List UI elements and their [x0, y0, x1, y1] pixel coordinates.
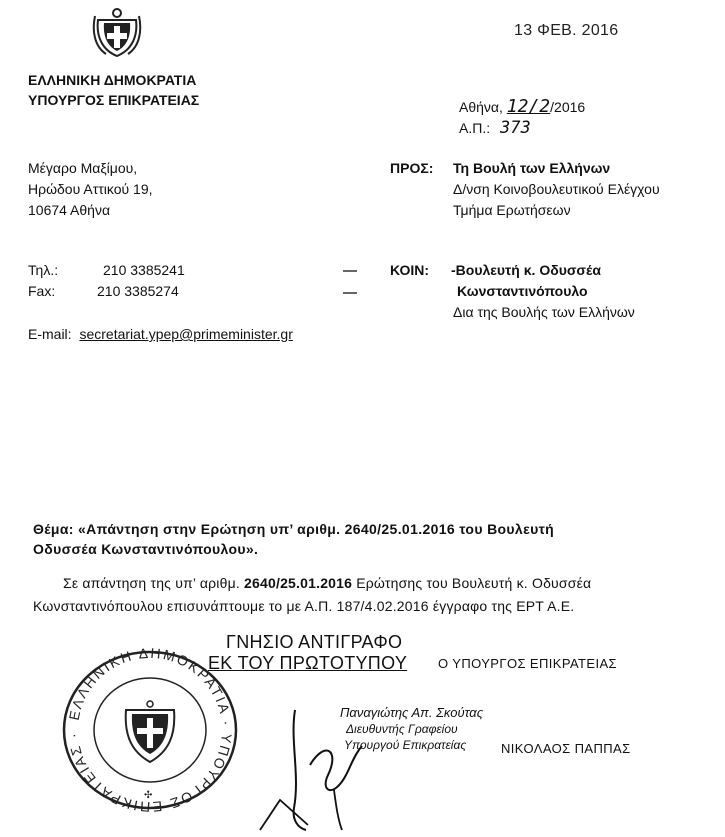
received-date-stamp: 13 ΦΕΒ. 2016 [514, 22, 619, 39]
tel-label: Τηλ.: [28, 262, 59, 278]
certifier-title-2: Υπουργού Επικρατείας [344, 738, 467, 752]
header-ministry: ΥΠΟΥΡΓΟΣ ΕΠΙΚΡΑΤΕΙΑΣ [28, 92, 200, 108]
subject-line-2: Οδυσσέα Κωνσταντινόπουλου». [33, 541, 259, 557]
email-line [28, 326, 293, 342]
seal-text: ΕΛΛΗΝΙΚΗ ΔΗΜΟΚΡΑΤΙΑ · ΥΠΟΥΡΓΟΣ ΕΠΙΚΡΑΤΕΙΑΣ · [64, 648, 236, 812]
header-country: ΕΛΛΗΝΙΚΗ ΔΗΜΟΚΡΑΤΙΑ [28, 72, 197, 88]
subject-line-1 [33, 521, 554, 537]
address-line-3: 10674 Αθήνα [28, 202, 111, 218]
coat-of-arms-icon [92, 6, 142, 58]
body-question-number: 2640/25.01.2016 [244, 575, 353, 591]
certifier-name: Παναγιώτης Απ. Σκούτας [340, 705, 484, 720]
fax-label: Fax: [28, 283, 56, 299]
subject-label: Θέμα: [33, 521, 74, 537]
body-line-2: Κωνσταντινόπουλου επισυνάπτουμε το με Α.Π. 187/4.02.2016 έγγραφο της ΕΡΤ Α.Ε. [33, 598, 575, 614]
body-line-1 [63, 575, 591, 591]
scan-mark [343, 292, 357, 294]
tel-value: 210 3385241 [103, 262, 185, 278]
fax-value: 210 3385274 [97, 283, 179, 299]
svg-text:✣: ✣ [144, 790, 153, 801]
handwritten-signature [250, 680, 380, 835]
scan-mark [343, 270, 357, 272]
certified-copy-line-2: ΕΚ ΤΟΥ ΠΡΩΤΟΤΥΠΟΥ [208, 653, 408, 673]
signatory-title: Ο ΥΠΟΥΡΓΟΣ ΕΠΙΚΡΑΤΕΙΑΣ [438, 656, 617, 671]
recipient-label: ΠΡΟΣ: [390, 160, 434, 176]
body-text-1a: Σε απάντηση της υπ’ αριθμ. [63, 575, 240, 591]
recipient-line-3: Τμήμα Ερωτήσεων [453, 202, 571, 218]
address-line-2: Ηρώδου Αττικού 19, [28, 181, 153, 197]
protocol-number: 373 [500, 118, 531, 138]
email-link[interactable]: secretariat.ypep@primeminister.gr [79, 326, 293, 342]
certifier-title-1: Διευθυντής Γραφείου [346, 722, 458, 736]
email-label: E-mail: [28, 326, 72, 342]
official-seal-icon [60, 648, 240, 812]
handwritten-date: 12/2 [506, 96, 551, 117]
cc-line-2: Κωνσταντινόπουλο [457, 283, 588, 299]
recipient-line-2: Δ/νση Κοινοβουλευτικού Ελέγχου [453, 181, 660, 197]
cc-label: ΚΟΙΝ: [390, 262, 430, 278]
recipient-line-1: Τη Βουλή των Ελλήνων [453, 160, 611, 176]
cc-line-3: Δια της Βουλής των Ελλήνων [453, 304, 635, 320]
date-line [459, 96, 585, 117]
place-date-label: Αθήνα, [459, 99, 503, 115]
body-text-1c: Ερώτησης του Βουλευτή κ. Οδυσσέα [356, 575, 592, 591]
cc-line-1: -Βουλευτή κ. Οδυσσέα [451, 262, 601, 278]
signatory-name: ΝΙΚΟΛΑΟΣ ΠΑΠΠΑΣ [501, 741, 631, 756]
date-year: /2016 [550, 99, 586, 115]
protocol-label: Α.Π.: [459, 120, 491, 136]
subject-text-1: «Απάντηση στην Ερώτηση υπ’ αριθμ. 2640/25.01.2016 του Βουλευτή [78, 521, 555, 537]
protocol-line [459, 118, 531, 138]
certified-copy-line-1: ΓΝΗΣΙΟ ΑΝΤΙΓΡΑΦΟ [226, 632, 403, 652]
address-line-1: Μέγαρο Μαξίμου, [28, 160, 138, 176]
